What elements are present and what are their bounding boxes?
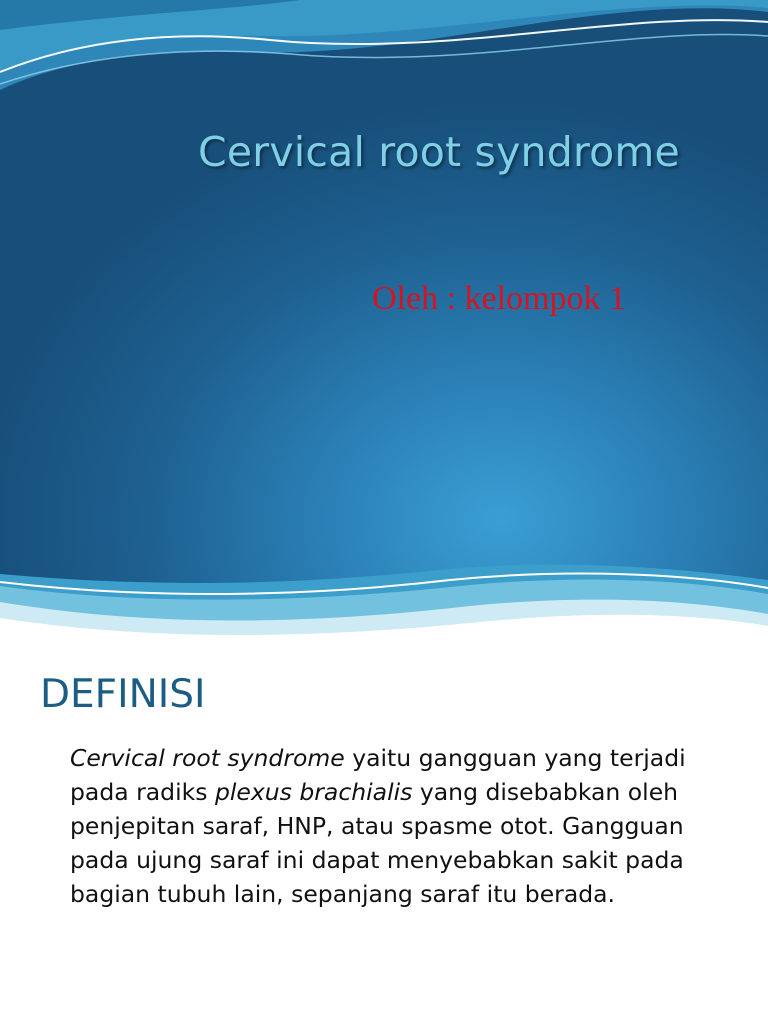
paragraph-text-1: yaitu gangguan yang terjadi pada radiks xyxy=(70,744,686,806)
section-heading: DEFINISI xyxy=(40,672,206,717)
slide-title: Cervical root syndrome xyxy=(198,128,680,176)
slide-subtitle: Oleh : kelompok 1 xyxy=(372,280,627,317)
plexus-term-italic: plexus brachialis xyxy=(214,778,413,806)
top-wave-decoration xyxy=(0,0,768,100)
definition-paragraph xyxy=(70,741,730,911)
bottom-wave-decoration xyxy=(0,560,768,650)
paragraph-text-2: yang disebabkan oleh penjepitan saraf, HNP, atau spasme otot. Gangguan pada ujung saraf ini dapat menyebabkan sakit pada bagian tubuh lain, sepanjang saraf itu berada. xyxy=(70,778,684,908)
term-italic: Cervical root syndrome xyxy=(70,744,345,772)
definition-slide xyxy=(0,650,768,1024)
